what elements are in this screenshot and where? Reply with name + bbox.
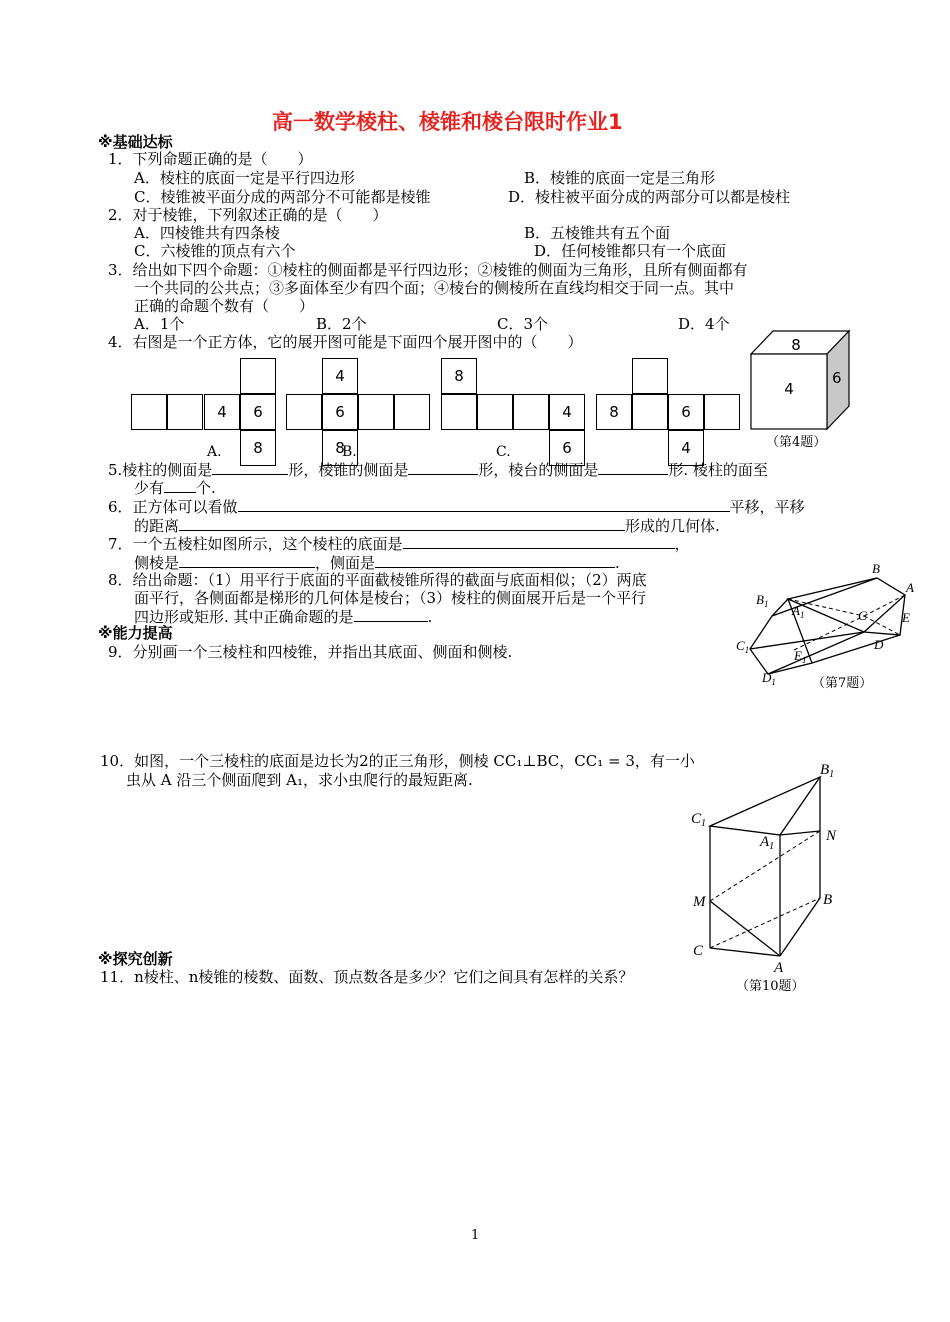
net-d-face-8: 8 [596, 394, 632, 430]
point-B: B [872, 561, 880, 576]
point-A: A [906, 580, 914, 595]
q2-option-a: A．四棱锥共有四条棱 [134, 224, 280, 242]
q8-line1: 8．给出命题：（1）用平行于底面的平面截棱锥所得的截面与底面相似；（2）两底 [108, 571, 647, 589]
q6-text: 形成的几何体. [625, 517, 720, 535]
q8-line2: 面平行，各侧面都是梯形的几何体是棱台；（3）棱柱的侧面展开后是一个平行 [134, 589, 647, 607]
section-improve: ※能力提高 [98, 624, 173, 642]
point-C: C [858, 608, 867, 623]
q7-text: ， [674, 535, 690, 553]
q10-caption: （第10题） [736, 979, 805, 994]
q6-text: 的距离 [134, 517, 180, 535]
q1-option-c: C．棱锥被平面分成的两部分不可能都是棱锥 [134, 188, 431, 206]
q4-caption: （第4题） [766, 435, 827, 450]
net-b-face [286, 394, 322, 430]
cube-top-label: 8 [791, 336, 801, 354]
q5-text: 个. [196, 479, 216, 497]
q8-text: 四边形或矩形. 其中正确命题的是 [134, 608, 354, 626]
net-b-face-4: 4 [322, 358, 358, 394]
q5-blank[interactable] [598, 460, 668, 475]
q2-stem: 2．对于棱锥，下列叙述正确的是（ ） [108, 206, 388, 224]
q5-line1 [108, 460, 768, 479]
point-N: N [826, 828, 837, 844]
q9-text: 9．分别画一个三棱柱和四棱锥，并指出其底面、侧面和侧棱. [108, 643, 513, 661]
cube-front-label: 4 [784, 380, 794, 398]
point-B1: $B_1$ [756, 592, 769, 609]
net-a-face [131, 394, 167, 430]
net-c-face-4: 4 [549, 394, 585, 430]
q8-blank[interactable] [354, 607, 428, 622]
net-a-face [167, 394, 203, 430]
point-A: A [774, 960, 784, 976]
q7-line2 [134, 553, 620, 572]
q8-text: . [427, 608, 433, 626]
q7-text: ，侧面是 [315, 554, 376, 572]
net-a-face-4: 4 [204, 394, 240, 430]
cube-figure [748, 328, 852, 432]
point-C1: $C_1$ [691, 811, 707, 829]
q11-text: 11．n棱柱、n棱锥的棱数、面数、顶点数各是多少？它们之间具有怎样的关系？ [100, 968, 634, 986]
q7-text: . [615, 554, 620, 572]
net-c-face-6: 6 [549, 430, 585, 466]
q3-option-d: D．4个 [678, 315, 730, 333]
q3-option-c: C．3个 [497, 315, 549, 333]
net-d-face-6: 6 [668, 394, 704, 430]
net-b-face-6: 6 [322, 394, 358, 430]
net-c-face [441, 394, 477, 430]
point-B1: $B_1$ [820, 762, 835, 780]
point-C1: $C_1$ [736, 638, 750, 655]
q6-text: 平移，平移 [729, 498, 805, 516]
net-b-face-8: 8 [322, 430, 358, 466]
triangular-prism-figure [688, 758, 848, 980]
q8-line3 [134, 607, 432, 626]
net-a-face-6: 6 [240, 394, 276, 430]
q3-option-a: A．1个 [134, 315, 185, 333]
q1-option-d: D．棱柱被平面分成的两部分可以都是棱柱 [508, 188, 791, 206]
page-number: 1 [471, 1228, 480, 1243]
q1-option-b: B．棱锥的底面一定是三角形 [524, 169, 716, 187]
q3-line2: 一个共同的公共点；③多面体至少有四个面；④棱台的侧棱所在直线均相交于同一点。其中 [134, 279, 735, 297]
q3-option-b: B．2个 [316, 315, 367, 333]
cube-side-label: 6 [832, 369, 842, 387]
net-c-label: C. [496, 444, 511, 460]
point-D1: $D_1$ [762, 670, 776, 687]
net-d-face [704, 394, 740, 430]
q7-blank[interactable] [375, 553, 615, 568]
net-b-label: B. [342, 444, 357, 460]
q7-blank[interactable] [179, 553, 315, 568]
net-c-face [477, 394, 513, 430]
q3-line3: 正确的命题个数有（ ） [134, 297, 315, 315]
q5-blank[interactable] [164, 478, 196, 493]
net-d-face-4: 4 [668, 430, 704, 466]
q7-caption: （第7题） [812, 676, 873, 691]
q5-blank[interactable] [408, 460, 478, 475]
net-d-face [632, 358, 668, 394]
q7-blank[interactable] [403, 534, 675, 549]
point-E1: $E_1$ [794, 648, 807, 665]
section-explore: ※探究创新 [98, 950, 173, 968]
q6-line2 [134, 516, 720, 535]
q10-line2: 虫从 A 沿三个侧面爬到 A₁，求小虫爬行的最短距离. [126, 771, 473, 789]
net-c-face-8: 8 [441, 358, 477, 394]
q5-text: 5.棱柱的侧面是 [108, 461, 213, 479]
q2-option-d: D．任何棱锥都只有一个底面 [534, 242, 727, 260]
q5-blank[interactable] [212, 460, 288, 475]
q4-stem: 4．右图是一个正方体，它的展开图可能是下面四个展开图中的（ ） [108, 333, 583, 351]
point-B: B [823, 892, 833, 908]
net-c-face [513, 394, 549, 430]
q1-option-a: A．棱柱的底面一定是平行四边形 [134, 169, 355, 187]
net-b-face [358, 394, 394, 430]
q6-text: 6．正方体可以看做 [108, 498, 238, 516]
q7-text: 侧棱是 [134, 554, 180, 572]
q5-text: 形，棱台的侧面是 [478, 461, 599, 479]
section-basic: ※基础达标 [98, 133, 173, 151]
page-title: 高一数学棱柱、棱锥和棱台限时作业1 [272, 110, 623, 134]
q2-option-c: C．六棱锥的顶点有六个 [134, 242, 296, 260]
q5-text: 形. 棱柱的面至 [668, 461, 768, 479]
q1-stem: 1．下列命题正确的是（ ） [108, 150, 313, 168]
q6-blank[interactable] [238, 497, 730, 512]
q5-line2 [134, 478, 216, 497]
net-a-label: A. [207, 444, 222, 460]
q5-text: 少有 [134, 479, 165, 497]
q2-option-b: B．五棱锥共有五个面 [524, 224, 671, 242]
point-E: E [902, 610, 910, 625]
pentagonal-prism-figure [732, 560, 920, 690]
point-C: C [693, 943, 704, 959]
q10-line1: 10．如图，一个三棱柱的底面是边长为2的正三角形，侧棱 CC₁⊥BC，CC₁ = 3，有一小 [100, 752, 695, 770]
net-d-face [632, 394, 668, 430]
point-D: D [874, 637, 884, 652]
q7-text: 7．一个五棱柱如图所示，这个棱柱的底面是 [108, 535, 403, 553]
net-b-face [394, 394, 430, 430]
net-a-face [240, 358, 276, 394]
point-A1: $A_1$ [792, 603, 805, 620]
point-M: M [693, 894, 706, 910]
q6-blank[interactable] [179, 516, 625, 531]
q5-text: 形，棱锥的侧面是 [288, 461, 409, 479]
q3-line1: 3．给出如下四个命题：①棱柱的侧面都是平行四边形；②棱锥的侧面为三角形，且所有侧面都有 [108, 261, 748, 279]
point-A1: $A_1$ [760, 834, 775, 852]
net-a-face-8: 8 [240, 430, 276, 466]
q6-line1 [108, 497, 805, 516]
q7-line1 [108, 534, 690, 553]
